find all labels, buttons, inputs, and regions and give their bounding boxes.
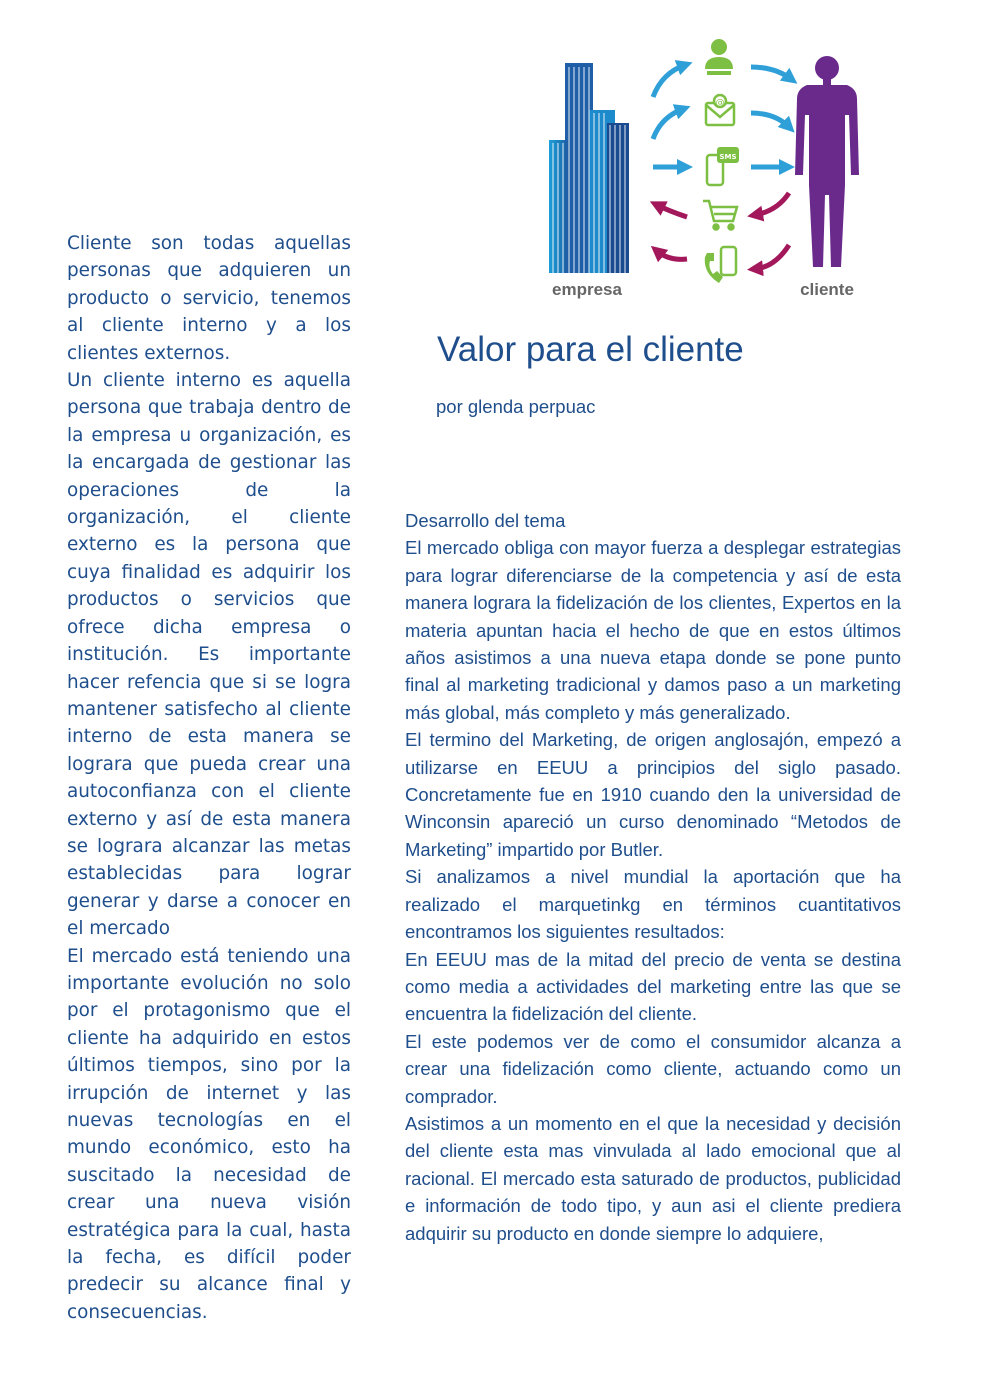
shopping-cart-icon [703,201,737,230]
right-paragraph: El mercado obliga con mayor fuerza a desplegar estrategias para lograr diferenciarse de la competencia y así de esta manera lograra la fidelización de los clientes, Expertos en la materia apuntan hacia el hecho de que en estos últimos años asistimos a una nueva etapa donde se pone punto final al marketing tradicional y damos paso a un marketing más global, más completo y más generalizado. [405,537,901,723]
right-paragraph: Si analizamos a nivel mundial la aportación que ha realizado el marquetinkg en términos cuantitativos encontramos los siguientes resultados: [405,866,901,943]
right-paragraph: En EEUU mas de la mitad del precio de venta se destina como media a actividades del marketing entre las que se encuentra la fidelización del cliente. [405,948,901,1025]
sms-phone-icon [707,147,739,185]
right-column [405,507,901,1247]
email-icon [706,95,734,125]
left-column [67,230,351,1326]
right-paragraph: El este podemos ver de como el consumidor alcanza a crear una fidelización como cliente, actuando como un comprador. [405,1030,901,1107]
page-title: Valor para el cliente [437,330,744,369]
section-heading: Desarrollo del tema [405,510,566,531]
svg-text:@: @ [715,98,725,108]
building-icon [549,63,629,273]
right-paragraph: El termino del Marketing, de origen anglosajón, empezó a utilizarse en EEUU a principios del siglo pasado. Concretamente fue en 1910 cuando den la universidad de Winconsin apareció un curso denominado “Metodos de Marketing” impartido por Butler. [405,729,901,860]
person-icon [705,39,733,75]
label-cliente: cliente [800,280,854,299]
svg-text:SMS: SMS [719,153,737,161]
hero-image [507,35,907,305]
phone-call-icon [705,247,736,283]
company-to-customer-illustration [507,35,907,305]
incoming-arrows [657,193,789,269]
right-paragraph: Asistimos a un momento en el que la necesidad y decisión del cliente esta mas vinvulada al lado emocional que al racional. El mercado esta saturado de productos, publicidad e información de todo tipo, y aun asi el cliente prediera adquirir su producto en donde siempre lo adquiere, [405,1112,901,1244]
author-byline: por glenda perpuac [436,396,596,417]
left-paragraph: El mercado está teniendo una importante evolución no solo por el protagonismo que el cliente ha adquirido en estos últimos tiempos, sino por la irrupción de internet y las nuevas tecnologías en el mundo económico, esto ha suscitado la necesidad de crear una nueva visión estratégica para la cual, hasta la fecha, es difícil poder predecir su alcance final y consecuencias. [67,945,351,1323]
left-paragraph: Un cliente interno es aquella persona que trabaja dentro de la empresa u organización, es la encargada de gestionar las operaciones de la organización, el cliente externo es la persona que cuya finalidad es adquirir los productos o servicios que ofrece dicha empresa o institución. Es importante hacer refencia que si se logra mantener satisfecho al cliente interno de esta manera se lograra que pueda crear una autoconfianza con el cliente externo y así de esta manera se lograra alcanzar las metas establecidas para lograr generar y darse a conocer en el mercado [67,370,351,940]
label-empresa: empresa [552,280,622,299]
customer-icon [795,56,859,267]
left-paragraph: Cliente son todas aquellas personas que adquieren un producto o servicio, tenemos al cliente interno y a los clientes externos. [67,233,351,364]
